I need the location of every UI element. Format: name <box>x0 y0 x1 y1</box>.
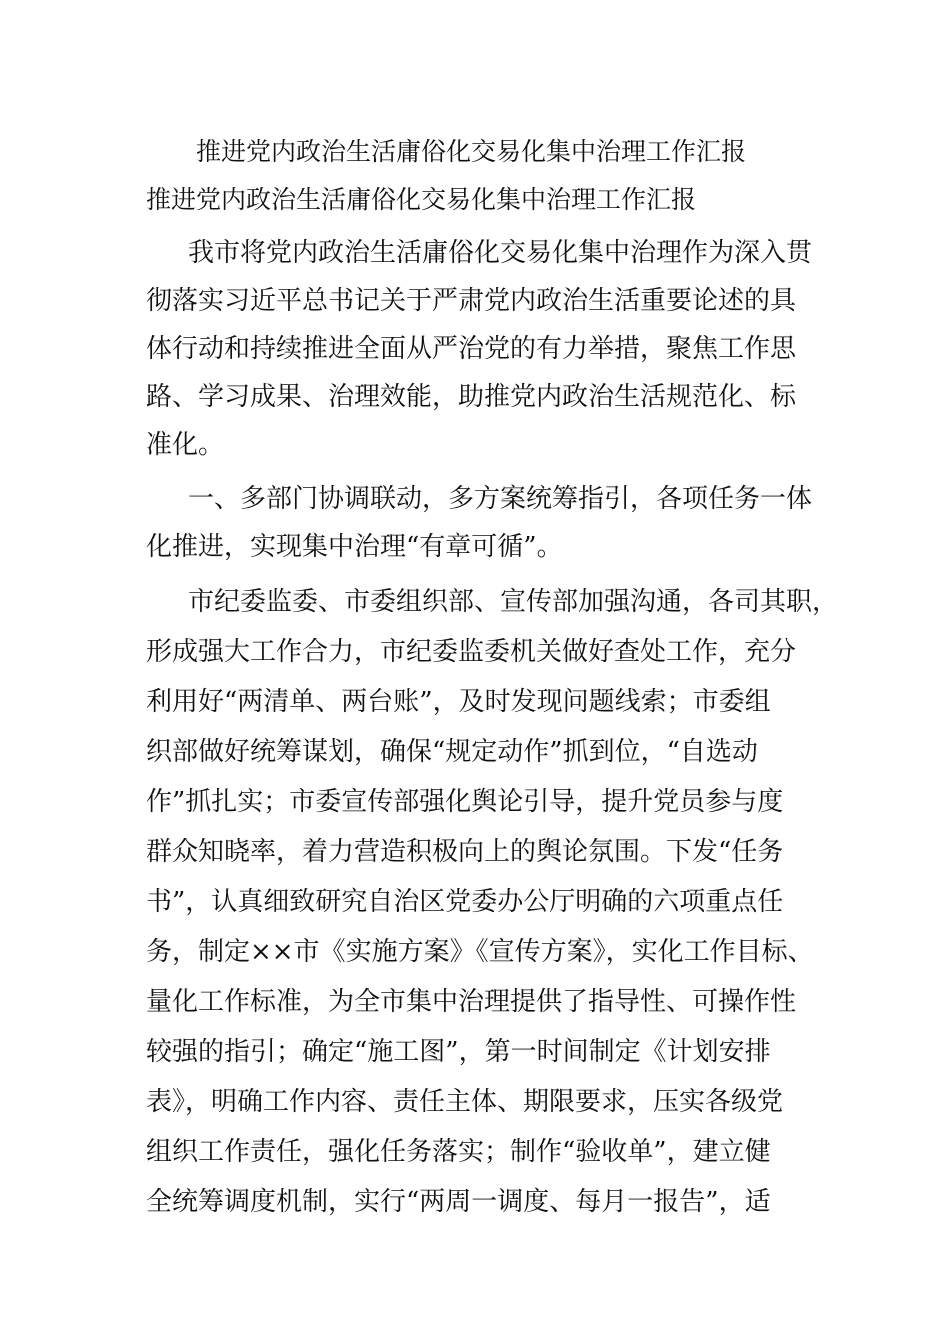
paragraph-1-line-1: 我市将党内政治生活庸俗化交易化集中治理作为深入贯 <box>188 238 813 268</box>
document-title-left: 推进党内政治生活庸俗化交易化集中治理工作汇报 <box>146 185 697 214</box>
paragraph-2-line-3: 利用好“两清单、两台账”，及时发现问题线索；市委组 <box>146 687 771 717</box>
paragraph-2-line-13: 全统筹调度机制，实行“两周一调度、每月一报告”，适 <box>146 1187 771 1217</box>
heading-1-line-1: 一、多部门协调联动，多方案统筹指引，各项任务一体 <box>188 484 813 514</box>
paragraph-1-line-3: 体行动和持续推进全面从严治党的有力举措，聚焦工作思 <box>146 334 797 364</box>
paragraph-2-line-12: 组织工作责任，强化任务落实；制作“验收单”，建立健 <box>146 1137 771 1167</box>
paragraph-2-line-5: 作”抓扎实；市委宣传部强化舆论引导，提升党员参与度 <box>146 787 784 817</box>
paragraph-2-line-9: 量化工作标准，为全市集中治理提供了指导性、可操作性 <box>146 987 797 1017</box>
document-title-centered: 推进党内政治生活庸俗化交易化集中治理工作汇报 <box>196 137 747 166</box>
paragraph-2-line-1: 市纪委监委、市委组织部、宣传部加强沟通，各司其职， <box>188 587 839 617</box>
paragraph-2-line-8: 务，制定××市《实施方案》《宣传方案》，实化工作目标、 <box>146 937 814 967</box>
paragraph-2-line-6: 群众知晓率，着力营造积极向上的舆论氛围。下发“任务 <box>146 837 784 867</box>
paragraph-2-line-11: 表》，明确工作内容、责任主体、期限要求，压实各级党 <box>146 1087 784 1117</box>
heading-1-line-2: 化推进，实现集中治理“有章可循”。 <box>146 532 563 562</box>
paragraph-1-line-4: 路、学习成果、治理效能，助推党内政治生活规范化、标 <box>146 382 797 412</box>
paragraph-1-line-5: 准化。 <box>146 430 225 460</box>
paragraph-2-line-2: 形成强大工作合力，市纪委监委机关做好查处工作，充分 <box>146 637 797 667</box>
paragraph-1-line-2: 彻落实习近平总书记关于严肃党内政治生活重要论述的具 <box>146 286 797 316</box>
paragraph-2-line-7: 书”，认真细致研究自治区党委办公厅明确的六项重点任 <box>146 887 784 917</box>
paragraph-2-line-10: 较强的指引；确定“施工图”，第一时间制定《计划安排 <box>146 1037 771 1067</box>
paragraph-2-line-4: 织部做好统筹谋划，确保“规定动作”抓到位，“自选动 <box>146 737 758 767</box>
